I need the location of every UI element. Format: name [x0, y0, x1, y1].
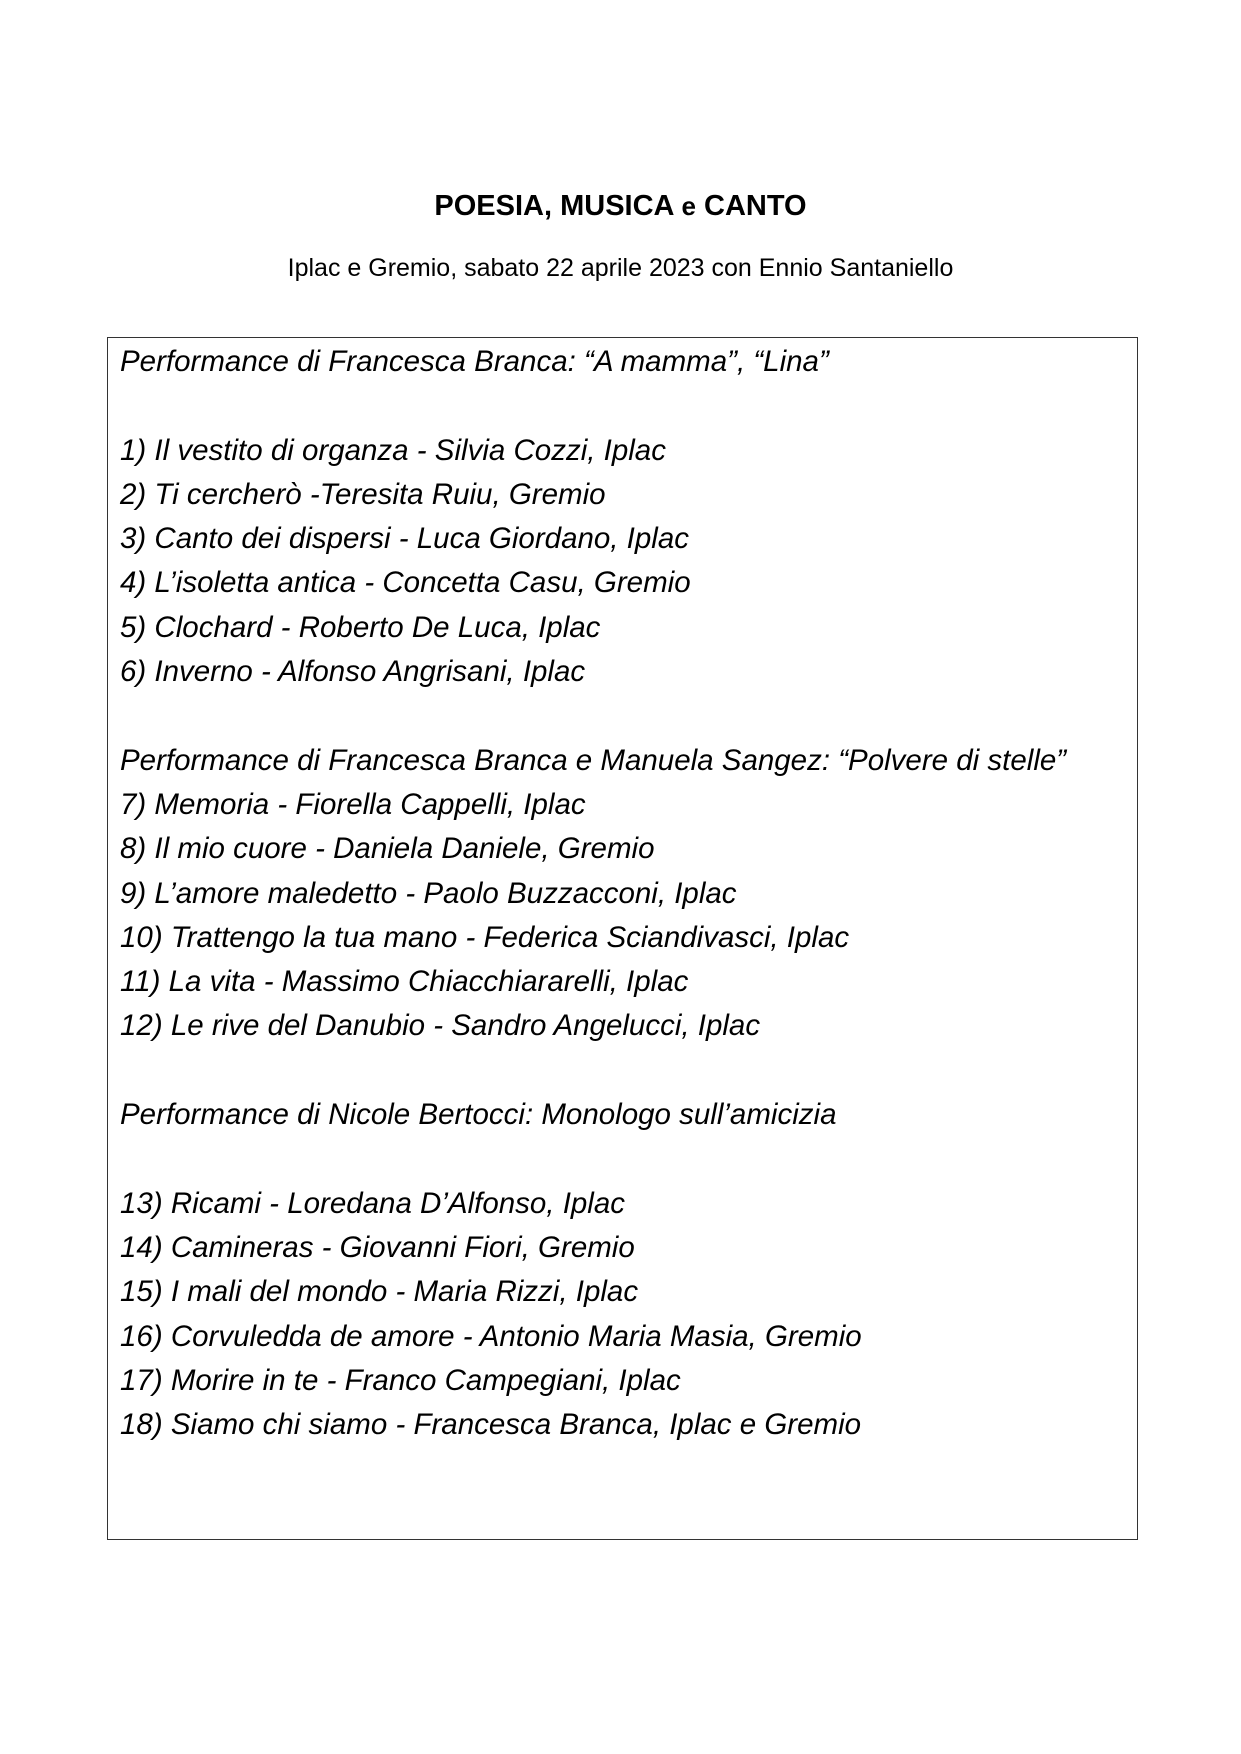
- title-end: CANTO: [695, 190, 807, 222]
- blank-line: [120, 384, 1125, 428]
- blank-line: [120, 1137, 1125, 1181]
- program-item: 18) Siamo chi siamo - Francesca Branca, Iplac e Gremio: [120, 1408, 862, 1442]
- title-conjunction: e: [681, 191, 696, 221]
- program-item: 8) Il mio cuore - Daniela Daniele, Gremio: [120, 832, 655, 866]
- title-main: POESIA, MUSICA: [434, 190, 682, 222]
- program-item: 3) Canto dei dispersi - Luca Giordano, Iplac: [120, 522, 689, 556]
- blank-line: [120, 694, 1125, 738]
- program-item: 1) Il vestito di organza - Silvia Cozzi, Iplac: [120, 433, 666, 467]
- program-item: 13) Ricami - Loredana D’Alfonso, Iplac: [120, 1186, 626, 1220]
- program-item: 5) Clochard - Roberto De Luca, Iplac: [120, 610, 601, 644]
- page-title: [0, 188, 1241, 224]
- program-item: 16) Corvuledda de amore - Antonio Maria Masia, Gremio: [120, 1319, 862, 1353]
- program-item: 15) I mali del mondo - Maria Rizzi, Iplac: [120, 1275, 639, 1309]
- program-item: 11) La vita - Massimo Chiacchiararelli, Iplac: [120, 965, 689, 999]
- program-item: 17) Morire in te - Franco Campegiani, Iplac: [120, 1363, 681, 1397]
- program-item: 9) L’amore maledetto - Paolo Buzzacconi, Iplac: [120, 876, 737, 910]
- program-item: 4) L’isoletta antica - Concetta Casu, Gremio: [120, 566, 691, 600]
- program-item: 14) Camineras - Giovanni Fiori, Gremio: [120, 1230, 635, 1264]
- performance-heading: Performance di Nicole Bertocci: Monologo sull’amicizia: [120, 1098, 837, 1132]
- program-item: 7) Memoria - Fiorella Cappelli, Iplac: [120, 787, 586, 821]
- program-item: 10) Trattengo la tua mano - Federica Sciandivasci, Iplac: [120, 920, 850, 954]
- performance-heading: Performance di Francesca Branca e Manuela Sangez: “Polvere di stelle”: [120, 743, 1067, 777]
- page-subtitle: Iplac e Gremio, sabato 22 aprile 2023 con Ennio Santaniello: [287, 254, 954, 282]
- program-item: 2) Ti cercherò -Teresita Ruiu, Gremio: [120, 477, 606, 511]
- program-item: 6) Inverno - Alfonso Angrisani, Iplac: [120, 655, 586, 689]
- blank-line: [120, 1049, 1125, 1093]
- performance-heading: Performance di Francesca Branca: “A mamma”, “Lina”: [120, 345, 829, 378]
- program-item: 12) Le rive del Danubio - Sandro Angelucci, Iplac: [120, 1009, 761, 1043]
- program-box: [107, 337, 1138, 1540]
